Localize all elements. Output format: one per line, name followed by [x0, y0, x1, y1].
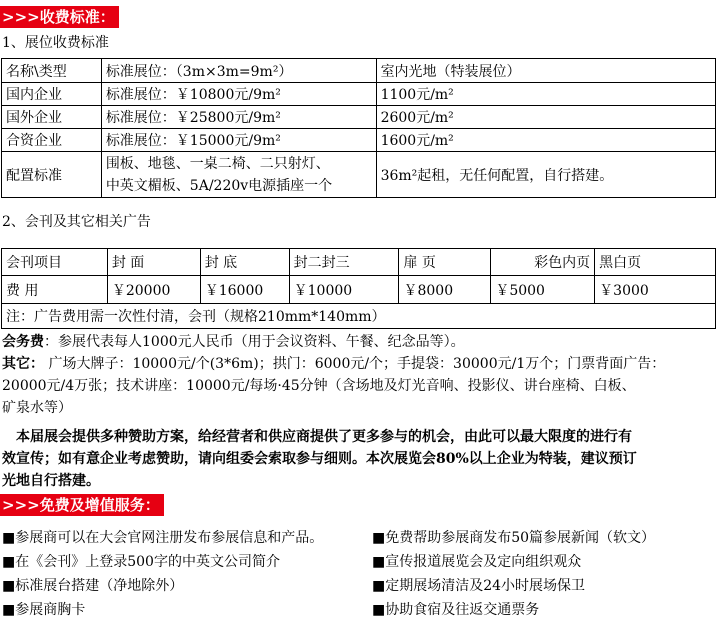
table-row	[2, 129, 716, 152]
service-item: ■宣传报道展览会及定向组织观众	[372, 554, 582, 570]
booth-cell: 1600元/m²	[376, 129, 715, 152]
services-section-header: >>>免费及增值服务：	[0, 494, 164, 516]
ads-header-cell: 会刊项目	[2, 249, 108, 276]
ads-cell: ￥16000	[200, 276, 289, 304]
ads-header-cell: 封 底	[200, 249, 289, 276]
huiwu-label: 会务费	[2, 334, 44, 350]
ads-cell: ￥10000	[289, 276, 399, 304]
config-items: 围板、地毯、一桌二椅、二只射灯、 中英文楣板、5A/220v电源插座一个	[101, 152, 376, 198]
service-item: ■协助食宿及往返交通票务	[372, 602, 540, 618]
ads-note: 注：广告费用需一次性付清，会刊（规格210mm*140mm）	[2, 304, 716, 329]
service-item: ■参展商胸卡	[2, 602, 86, 618]
config-label: 配置标准	[2, 152, 102, 198]
other-fees-paragraph: 其它： 广场大牌子：10000元/个(3*6m)；拱门：6000元/个；手提袋：30000元/1万个；门票背面广告： 20000元/4万张；技术讲座：10000元/每场·45分钟（含场地及灯光音响、投影仪、讲台座椅、白板、 矿泉水等）	[2, 356, 666, 416]
ads-cell: 费 用	[2, 276, 108, 304]
service-item: ■标准展台搭建（净地除外）	[2, 578, 184, 594]
service-item: ■定期展场清洁及24小时展场保卫	[372, 578, 586, 594]
ads-header-cell: 彩色内页	[491, 249, 595, 276]
booth-header-cell: 名称\类型	[2, 59, 102, 83]
ads-cell: ￥5000	[491, 276, 595, 304]
ads-fee-table	[1, 248, 716, 329]
booth-cell: 2600元/m²	[376, 106, 715, 129]
ads-note-row	[2, 304, 716, 329]
service-item: ■参展商可以在大会官网注册发布参展信息和产品。	[2, 530, 324, 546]
ads-header-row	[2, 249, 716, 276]
booth-cell: 标准展位：￥10800元/9m²	[101, 83, 376, 106]
booth-cell: 1100元/m²	[376, 83, 715, 106]
table-row	[2, 276, 716, 304]
ads-subtitle: 2、会刊及其它相关广告	[2, 214, 151, 230]
service-item: ■免费帮助参展商发布50篇参展新闻（软文）	[372, 530, 656, 546]
booth-subtitle: 1、展位收费标准	[2, 35, 109, 51]
ads-cell: ￥3000	[595, 276, 716, 304]
booth-cell: 合资企业	[2, 129, 102, 152]
fee-section-header: >>>收费标准：	[0, 6, 119, 28]
config-note: 36m²起租，无任何配置，自行搭建。	[376, 152, 715, 198]
booth-header-row	[2, 59, 716, 83]
config-row	[2, 152, 716, 198]
ads-header-cell: 封二封三	[289, 249, 399, 276]
table-row	[2, 106, 716, 129]
booth-fee-table	[1, 58, 716, 198]
ads-header-cell: 黑白页	[595, 249, 716, 276]
ads-header-cell: 封 面	[107, 249, 200, 276]
huiwu-fee-line: 会务费：参展代表每人1000元人民币（用于会议资料、午餐、纪念品等）。	[2, 334, 465, 350]
ads-header-cell: 扉 页	[399, 249, 491, 276]
booth-cell: 国内企业	[2, 83, 102, 106]
booth-header-cell: 室内光地（特装展位）	[376, 59, 715, 83]
booth-header-cell: 标准展位：（3m×3m=9m²）	[101, 59, 376, 83]
service-item: ■在《会刊》上登录500字的中英文公司简介	[2, 554, 280, 570]
booth-cell: 标准展位：￥25800元/9m²	[101, 106, 376, 129]
ads-cell: ￥20000	[107, 276, 200, 304]
sponsor-paragraph: 本届展会提供多种赞助方案，给经营者和供应商提供了更多参与的机会，由此可以最大限度的进行有 效宣传；如有意企业考虑赞助，请向组委会索取参与细则。本次展览会80%以上企业为特装，建议预订 光地自行搭建。	[2, 429, 637, 489]
table-row	[2, 83, 716, 106]
booth-cell: 国外企业	[2, 106, 102, 129]
other-label: 其它：	[2, 356, 44, 372]
ads-cell: ￥8000	[399, 276, 491, 304]
booth-cell: 标准展位：￥15000元/9m²	[101, 129, 376, 152]
